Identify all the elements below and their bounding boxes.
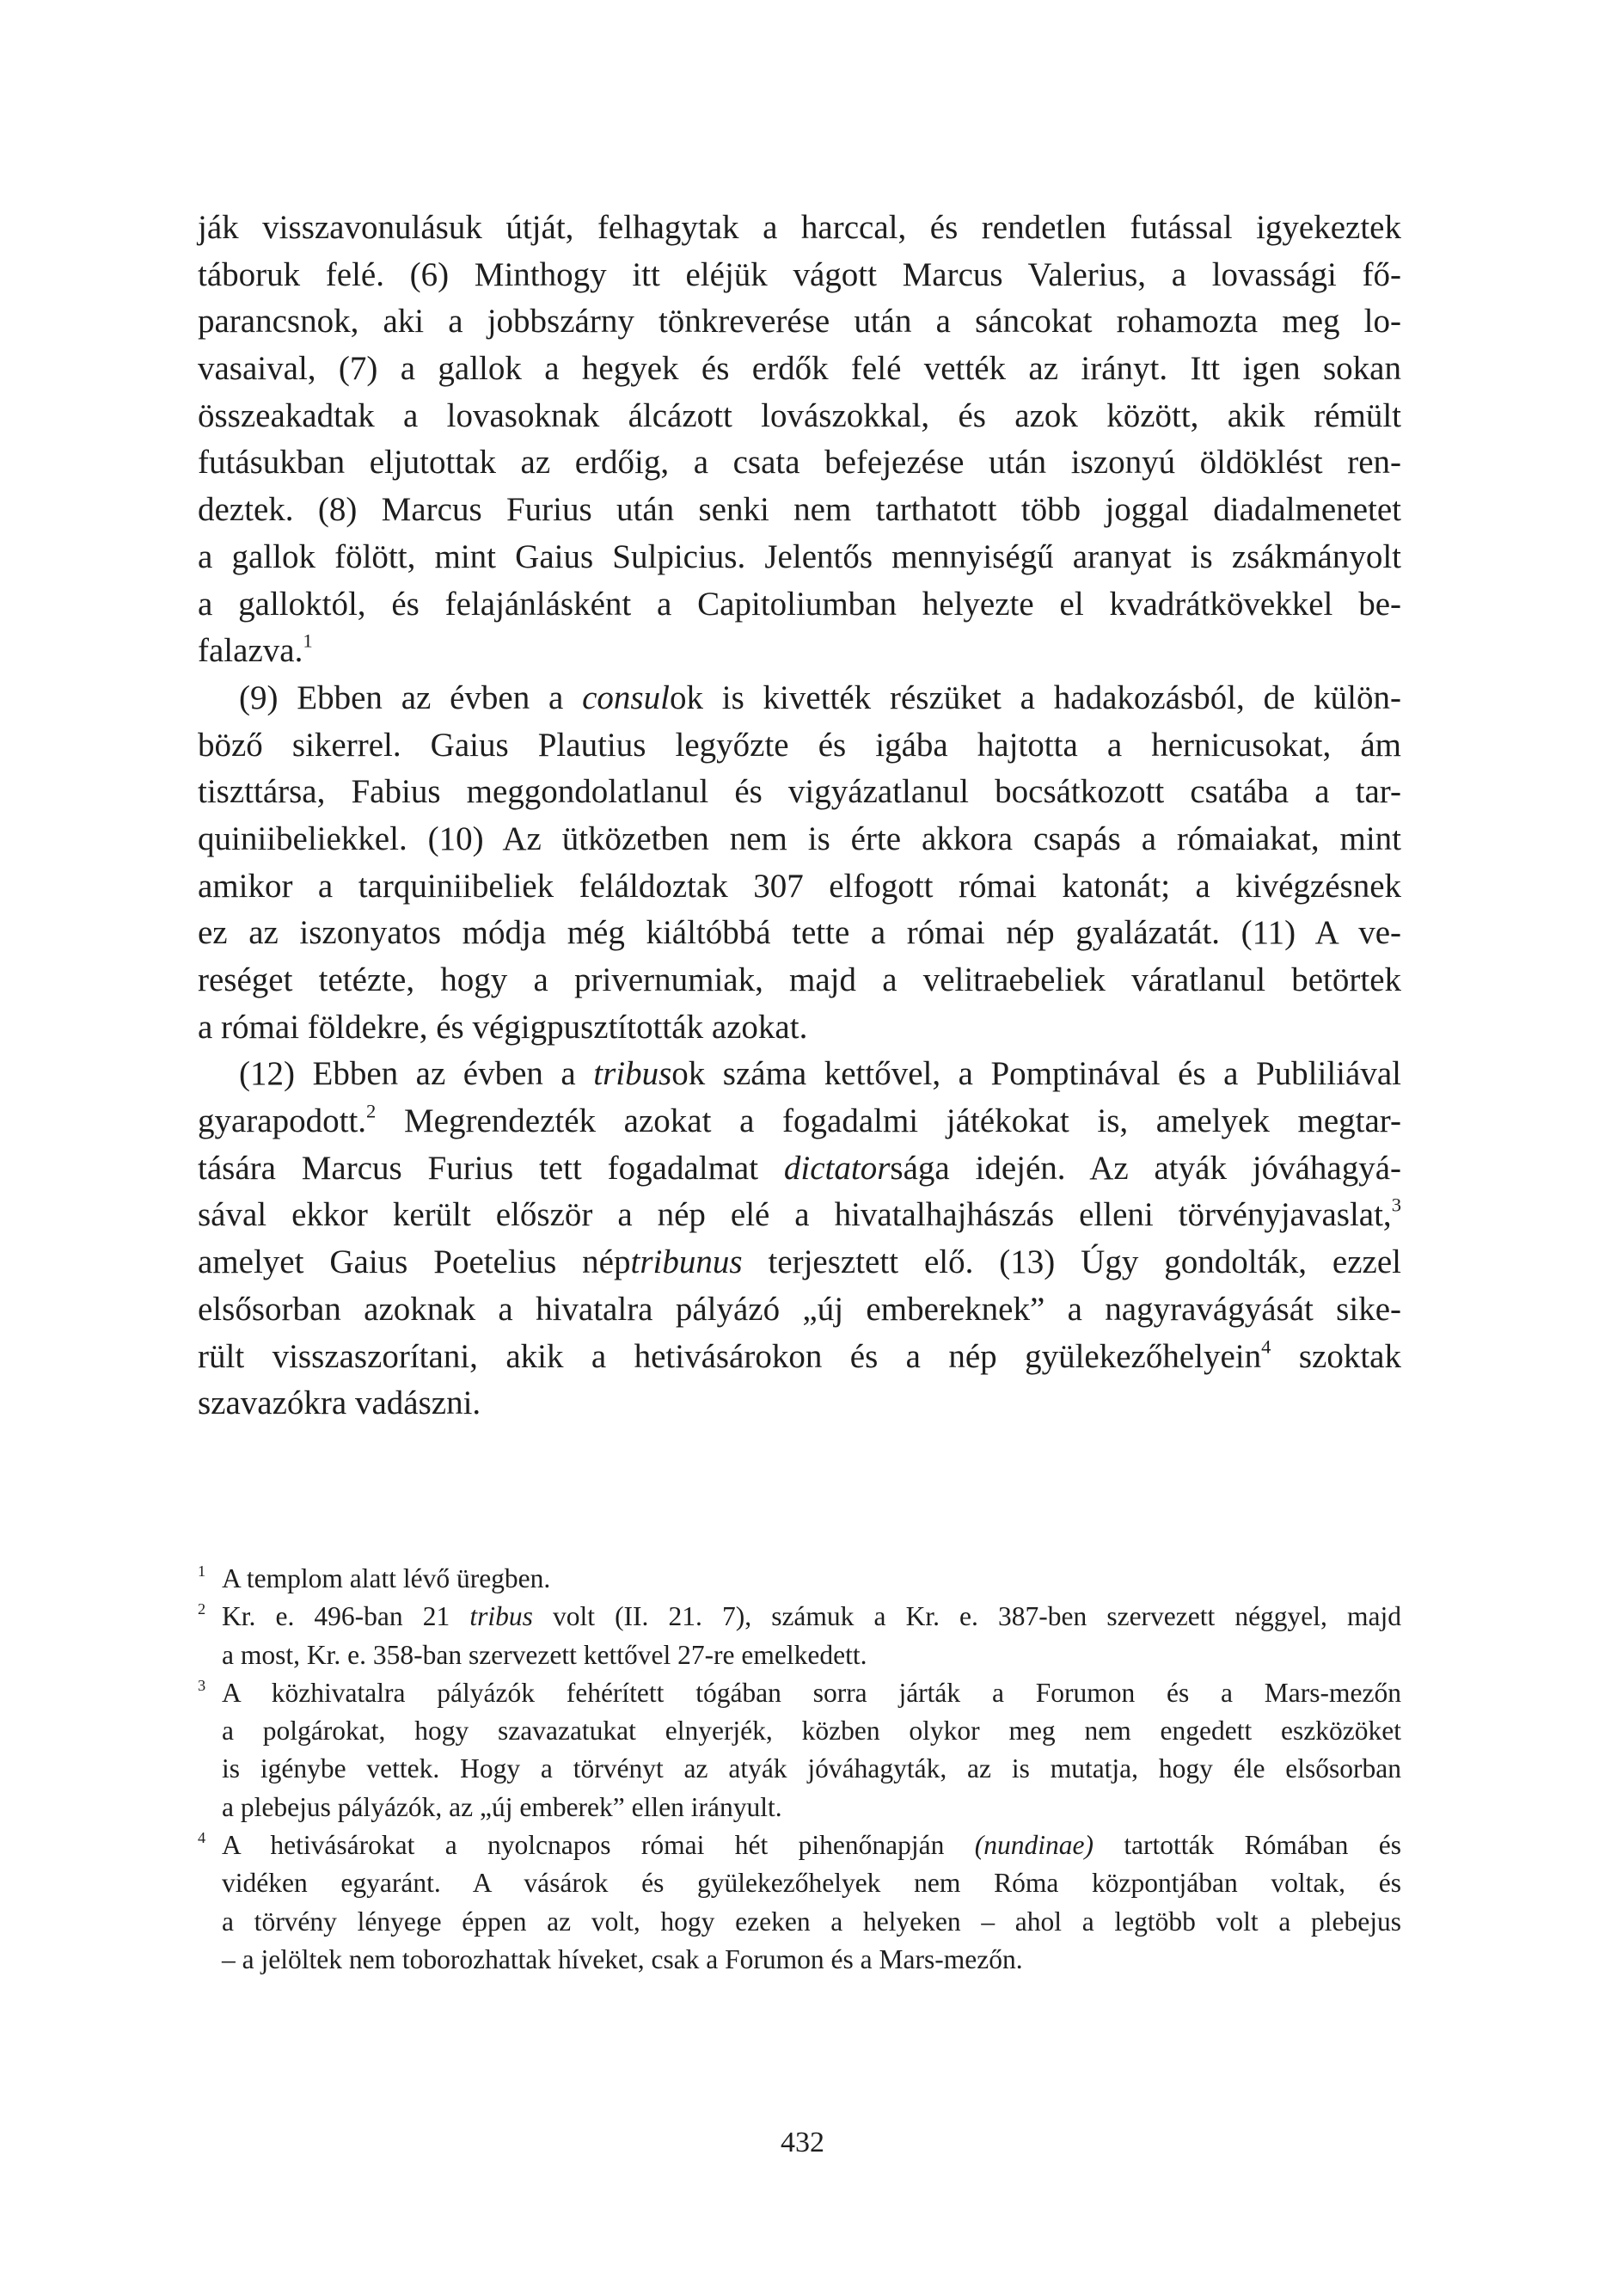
text-span: (12) Ebben az évben a [239, 1055, 594, 1093]
text-line: szavazókra vadászni. [198, 1384, 481, 1422]
footnotes [198, 1560, 1401, 1979]
footnote [198, 1674, 1401, 1826]
text-span: rült visszaszorítani, akik a hetivásárokon és a nép gyülekezőhelyein [198, 1337, 1262, 1375]
text-line [198, 1145, 1401, 1193]
text-span: gyarapodott. [198, 1102, 367, 1140]
text-line: elsősorban azoknak a hivatalra pályázó „új embereknek” a nagyravágyását sike- [198, 1290, 1401, 1328]
text-line [198, 675, 1401, 722]
footnote [198, 1598, 1401, 1674]
text-span: falazva. [198, 632, 303, 670]
text-span: A templom alatt lévő üregben. [222, 1563, 551, 1593]
footnote-line: a polgárokat, hogy szavazatukat elnyerjék, közben olykor meg nem engedett eszközöket [222, 1716, 1401, 1747]
paragraph [198, 675, 1401, 1052]
text-span: Megrendezték azokat a fogadalmi játékokat is, amelyek megtar- [376, 1102, 1401, 1140]
italic-term: (nundinae) [974, 1830, 1093, 1861]
text-line: a galloktól, és felajánlásként a Capitoliumban helyezte el kvadrátkövekkel be- [198, 585, 1401, 623]
text-line: a gallok fölött, mint Gaius Sulpicius. Jelentős mennyiségű aranyat is zsákmányolt [198, 537, 1401, 575]
text-line: ják visszavonulásuk útját, felhagytak a harccal, és rendetlen futással igyekeztek [198, 209, 1401, 246]
footnote-line: – a jelöltek nem toborozhattak híveket, csak a Forumon és a Mars-mezőn. [222, 1943, 1023, 1974]
footnote [198, 1826, 1401, 1979]
footnote-line: a plebejus pályázók, az „új emberek” ellen irányult. [222, 1791, 782, 1822]
text-span: tartották Rómában és [1093, 1830, 1401, 1861]
footnote [198, 1560, 1401, 1598]
text-line: vasaival, (7) a gallok a hegyek és erdők felé vették az irányt. Itt igen sokan [198, 350, 1401, 388]
text-span: ok száma kettővel, a Pomptinával és a Publiliával [671, 1055, 1401, 1093]
text-line: ez az iszonyatos módja még kiáltóbbá tette a római nép gyalázatát. (11) A ve- [198, 914, 1401, 952]
footnote-ref: 4 [1261, 1335, 1271, 1358]
footnote-ref: 1 [303, 629, 313, 652]
text-line: a római földekre, és végigpusztították azokat. [198, 1008, 808, 1046]
footnote-ref: 3 [1391, 1194, 1401, 1217]
footnote-number: 3 [198, 1676, 206, 1694]
text-line [198, 628, 1401, 675]
italic-term: tribunus [630, 1243, 743, 1281]
text-line: deztek. (8) Marcus Furius után senki nem tarthatott több joggal diadalmenetet [198, 491, 1401, 529]
text-span: volt (II. 21. 7), számuk a Kr. e. 387-ben szervezett néggyel, majd [532, 1601, 1401, 1632]
text-line: böző sikerrel. Gaius Plautius legyőzte és igába hajtotta a hernicusokat, ám [198, 726, 1401, 764]
text-line [198, 1192, 1401, 1239]
text-span: A hetivásárokat a nyolcnapos római hét pihenőnapján [222, 1830, 975, 1861]
footnote-ref: 2 [366, 1100, 377, 1122]
text-line: tiszttársa, Fabius meggondolatlanul és vigyázatlanul bocsátkozott csatába a tar- [198, 773, 1401, 811]
text-span: ok is kivették részüket a hadakozásból, de külön- [669, 678, 1402, 716]
paragraph [198, 1051, 1401, 1427]
footnote-line: a törvény lényege éppen az volt, hogy ezeken a helyeken – ahol a legtöbb volt a plebejus [222, 1906, 1401, 1937]
footnote-number: 1 [198, 1562, 206, 1580]
text-line [198, 1334, 1401, 1381]
footnote-line [198, 1598, 1401, 1636]
text-line: parancsnok, aki a jobbszárny tönkreverése után a sáncokat rohamozta meg lo- [198, 303, 1401, 341]
text-span: terjesztett elő. (13) Úgy gondolták, ezzel [742, 1243, 1401, 1281]
italic-term: dictator [783, 1149, 891, 1187]
text-span: (9) Ebben az évben a [239, 678, 583, 716]
italic-term: tribus [593, 1055, 672, 1093]
footnote-number: 4 [198, 1828, 206, 1846]
text-line: összeakadtak a lovasoknak álcázott lovászokkal, és azok között, akik rémült [198, 396, 1401, 434]
text-line: quiniibeliekkel. (10) Az ütközetben nem is érte akkora csapás a rómaiakat, mint [198, 820, 1401, 857]
text-line: táboruk felé. (6) Minthogy itt eléjük vágott Marcus Valerius, a lovassági fő- [198, 255, 1401, 293]
italic-term: consul [582, 678, 670, 716]
italic-term: tribus [469, 1601, 533, 1632]
text-span: amelyet Gaius Poetelius nép [198, 1243, 631, 1281]
footnote-line: vidéken egyaránt. A vásárok és gyülekezőhelyek nem Róma központjában voltak, és [222, 1868, 1401, 1899]
text-line [198, 1051, 1401, 1098]
footnote-line [198, 1560, 1401, 1598]
text-span: szoktak [1271, 1337, 1401, 1375]
text-span: Kr. e. 496-ban 21 [222, 1601, 470, 1632]
footnote-number: 2 [198, 1600, 206, 1618]
text-span: A közhivatalra pályázók fehérített tógában sorra járták a Forumon és a Mars-mezőn [222, 1677, 1401, 1708]
text-line [198, 1098, 1401, 1145]
main-text [198, 205, 1401, 1427]
footnote-line: is igénybe vettek. Hogy a törvényt az atyák jóváhagyták, az is mutatja, hogy éle elsősorban [222, 1753, 1401, 1784]
page-number: 432 [781, 2127, 824, 2158]
paragraph [198, 205, 1401, 675]
text-line: futásukban eljutottak az erdőig, a csata befejezése után iszonyú öldöklést ren- [198, 444, 1401, 482]
text-line: amikor a tarquiniibeliek feláldoztak 307 elfogott római katonát; a kivégzésnek [198, 867, 1401, 905]
text-span: tására Marcus Furius tett fogadalmat [198, 1149, 784, 1187]
text-span: sával ekkor került először a nép elé a hivatalhajhászás elleni törvényjavaslat, [198, 1196, 1392, 1234]
footnote-line: a most, Kr. e. 358-ban szervezett kettővel 27-re emelkedett. [222, 1639, 867, 1670]
text-line [198, 1239, 1401, 1286]
footnote-line [198, 1674, 1401, 1712]
text-span: sága idején. Az atyák jóváhagyá- [890, 1149, 1402, 1187]
footnote-line [198, 1826, 1401, 1864]
text-line: reséget tetézte, hogy a privernumiak, majd a velitraebeliek váratlanul betörtek [198, 961, 1401, 998]
